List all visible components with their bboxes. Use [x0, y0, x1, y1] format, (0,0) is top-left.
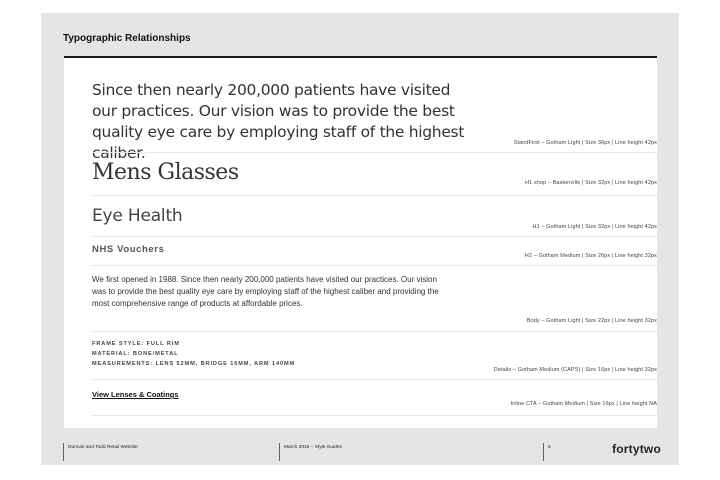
h2-spec: H2 – Gotham Medium | Size 26px | Line height 32px: [524, 253, 657, 259]
h1-shop-sample: Mens Glasses: [92, 160, 239, 185]
divider: [92, 265, 657, 266]
footer-page-number: 5: [543, 443, 551, 461]
h1-row: [92, 206, 657, 230]
h2-sample: NHS Vouchers: [92, 244, 165, 255]
typography-panel: [64, 56, 657, 428]
h1-shop-row: [92, 160, 657, 190]
body-sample: We first opened in 1988. Since then nearly 200,000 patients have visited our practices. Our vision was to provide the best quality eye care by employing staff of the highest caliber and providing the most comprehensive range of products at affordable prices.: [92, 275, 439, 308]
details-line-measurements: MEASUREMENTS: LENS 52MM, BRIDGE 16MM, ARM 140MM: [92, 361, 296, 367]
style-guide-slide: [41, 13, 679, 465]
divider: [92, 331, 657, 332]
divider: [92, 379, 657, 380]
view-lenses-coatings-link[interactable]: View Lenses & Coatings: [92, 390, 179, 399]
details-line-material: MATERIAL: BONE/METAL: [92, 351, 179, 357]
cta-spec: Inline CTA – Gotham Medium | Size 16px | Line height NA: [510, 401, 657, 407]
fortytwo-logo: fortytwo: [612, 442, 661, 456]
body-row: [92, 274, 657, 326]
footer-client: Duncan and Todd Retail Website: [63, 443, 138, 461]
divider: [92, 236, 657, 237]
standfirst-spec: StandFirst – Gotham Light | Size 36px | Line height 42px: [513, 140, 657, 146]
divider: [92, 152, 657, 153]
details-sample: [92, 339, 295, 369]
cta-row: [92, 390, 657, 408]
h2-row: [92, 244, 657, 260]
standfirst-row: [92, 80, 657, 162]
divider: [92, 415, 657, 416]
h1-spec: H1 – Gotham Light | Size 32px | Line height 42px: [532, 224, 657, 230]
slide-footer: [41, 438, 679, 465]
h1-shop-spec: H1 shop – Baskerville | Size 32px | Line height 42px: [525, 180, 657, 186]
section-title: Typographic Relationships: [63, 33, 191, 44]
footer-date: March 2016 – Style Guides: [279, 443, 342, 461]
h1-sample: Eye Health: [92, 206, 183, 226]
details-row: [92, 339, 657, 373]
body-spec: Body – Gotham Light | Size 22px | Line height 32px: [526, 318, 657, 324]
details-line-frame-style: FRAME STYLE: FULL RIM: [92, 341, 180, 347]
standfirst-sample: Since then nearly 200,000 patients have visited our practices. Our vision was to provide the best quality eye care by employing staff of the highest caliber.: [92, 81, 465, 162]
details-spec: Details – Gotham Medium (CAPS) | Size 16px | Line height 32px: [493, 367, 657, 373]
divider: [92, 195, 657, 196]
